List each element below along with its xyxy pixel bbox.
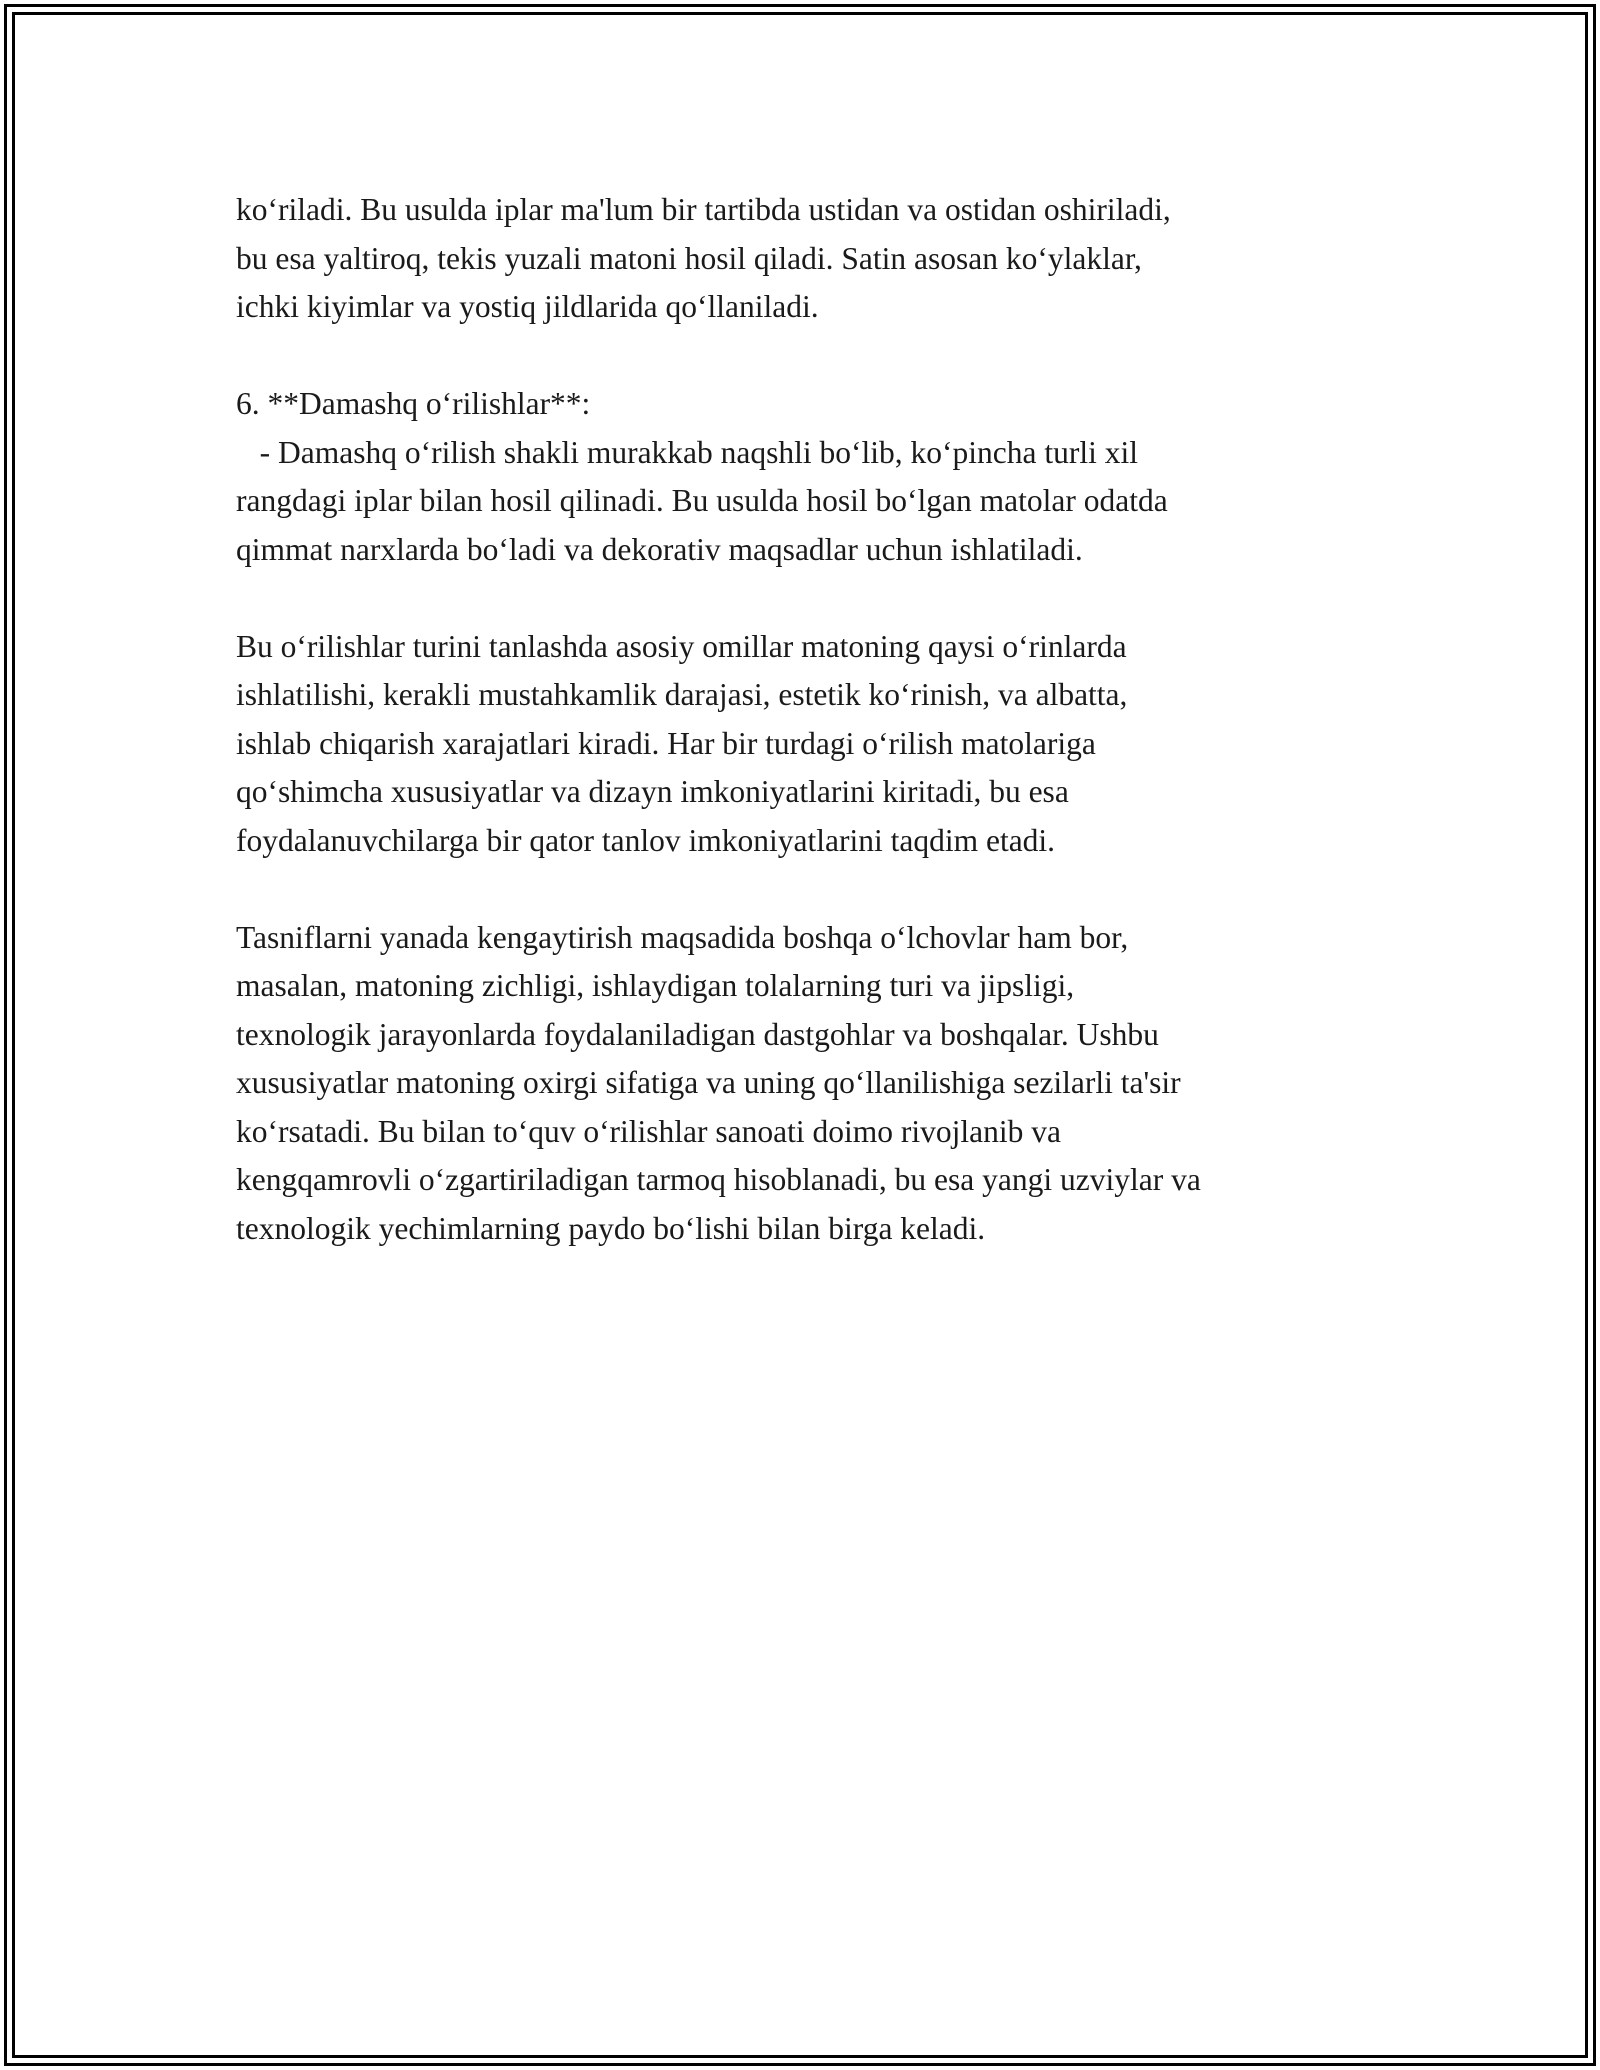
paragraph-satin-description — [236, 186, 1386, 332]
text-line: - Damashq o‘rilish shakli murakkab naqshli bo‘lib, ko‘pincha turli xil — [236, 434, 1138, 470]
paragraph-damashq-weave — [236, 380, 1386, 574]
text-line: qimmat narxlarda bo‘ladi va dekorativ maqsadlar uchun ishlatiladi. — [236, 531, 1083, 567]
text-line: rangdagi iplar bilan hosil qilinadi. Bu usulda hosil bo‘lgan matolar odatda — [236, 483, 1168, 518]
text-line: Tasniflarni yanada kengaytirish maqsadida boshqa o‘lchovlar ham bor, — [236, 919, 1129, 955]
text-line: bu esa yaltiroq, tekis yuzali matoni hosil qiladi. Satin asosan ko‘ylaklar, — [236, 240, 1142, 276]
text-line: kengqamrovli o‘zgartiriladigan tarmoq hisoblanadi, bu esa yangi uzviylar va — [236, 1162, 1201, 1197]
list-item-heading: 6. **Damashq o‘rilishlar**: — [236, 386, 591, 421]
paragraph-classification — [236, 914, 1386, 1254]
text-line: masalan, matoning zichligi, ishlaydigan tolalarning turi va jipsligi, — [236, 968, 1075, 1003]
text-line: ichki kiyimlar va yostiq jildlarida qo‘llaniladi. — [236, 289, 819, 324]
text-line: ko‘rsatadi. Bu bilan to‘quv o‘rilishlar sanoati doimo rivojlanib va — [236, 1113, 1061, 1149]
text-line: texnologik jarayonlarda foydalaniladigan dastgohlar va boshqalar. Ushbu — [236, 1016, 1159, 1052]
paragraph-weave-selection — [236, 623, 1386, 866]
text-line: Bu o‘rilishlar turini tanlashda asosiy omillar matoning qaysi o‘rinlarda — [236, 628, 1127, 664]
text-line: foydalanuvchilarga bir qator tanlov imkoniyatlarini taqdim etadi. — [236, 822, 1056, 858]
text-line: xususiyatlar matoning oxirgi sifatiga va uning qo‘llanilishiga sezilarli ta'sir — [236, 1065, 1181, 1100]
text-line: ko‘riladi. Bu usulda iplar ma'lum bir tartibda ustidan va ostidan oshiriladi, — [236, 192, 1171, 227]
document-body — [236, 186, 1386, 1302]
text-line: texnologik yechimlarning paydo bo‘lishi bilan birga keladi. — [236, 1210, 986, 1246]
text-line: qo‘shimcha xususiyatlar va dizayn imkoniyatlarini kiritadi, bu esa — [236, 774, 1069, 809]
text-line: ishlatilishi, kerakli mustahkamlik darajasi, estetik ko‘rinish, va albatta, — [236, 677, 1128, 712]
text-line: ishlab chiqarish xarajatlari kiradi. Har bir turdagi o‘rilish matolariga — [236, 725, 1096, 761]
